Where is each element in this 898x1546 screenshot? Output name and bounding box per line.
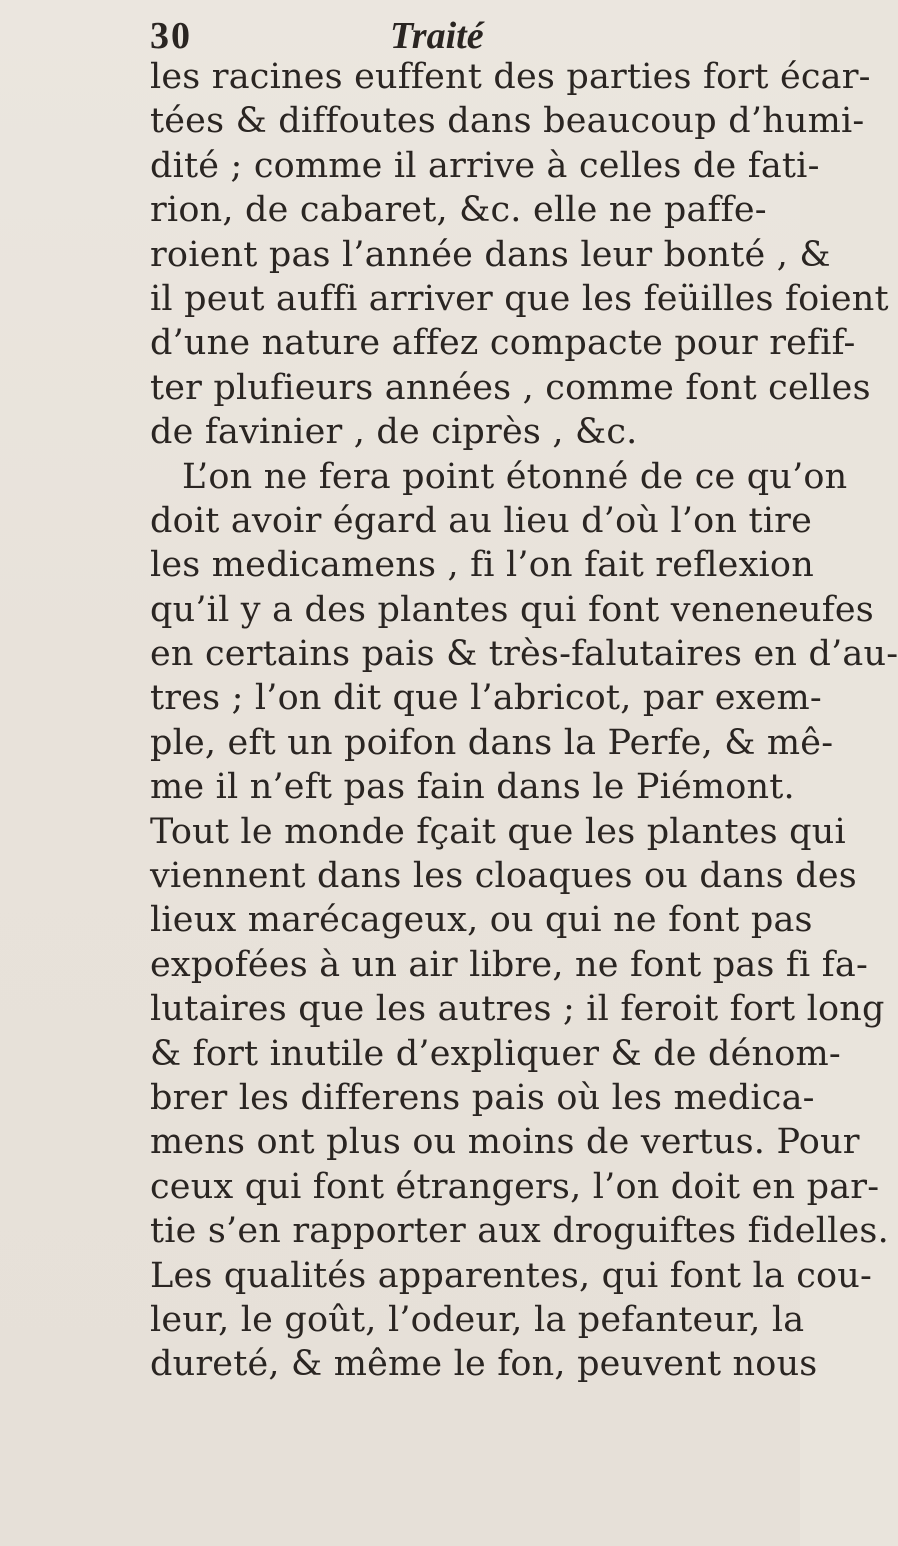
text-line: ceux qui font étrangers, l’on doit en par- <box>150 1166 880 1207</box>
text-line: tie s’en rapporter aux droguiftes fidelles. <box>150 1211 889 1252</box>
text-line: les racines euffent des parties fort écar- <box>150 57 871 97</box>
text-line: rion, de cabaret, &c. elle ne paffe- <box>150 190 767 231</box>
text-line: de favinier , de ciprès , &c. <box>150 412 638 453</box>
text-line: dureté, & même le fon, peuvent nous <box>150 1344 818 1385</box>
text-line: mens ont plus ou moins de vertus. Pour <box>150 1122 860 1163</box>
text-line: lieux marécageux, ou qui ne font pas <box>150 900 813 941</box>
page-number: 30 <box>150 15 192 57</box>
text-line: dité ; comme il arrive à celles de fati- <box>150 145 820 186</box>
page-header <box>150 16 650 56</box>
running-title: Traité <box>390 15 484 57</box>
text-line: il peut auffi arriver que les feüilles foient <box>150 278 889 319</box>
text-line: leur, le goût, l’odeur, la pefanteur, la <box>150 1299 805 1340</box>
text-line: me il n’eft pas fain dans le Piémont. <box>150 767 795 808</box>
body-text <box>150 55 898 1387</box>
text-line: roient pas l’année dans leur bonté , & <box>150 234 831 275</box>
paragraph-start-line: L’on ne fera point étonné de ce qu’on <box>182 456 848 497</box>
text-line: brer les differens pais où les medica- <box>150 1077 815 1118</box>
text-line: en certains pais & très-falutaires en d’au- <box>150 634 898 675</box>
text-line: les medicamens , fi l’on fait reflexion <box>150 545 814 586</box>
text-line: ter plufieurs années , comme font celles <box>150 367 871 408</box>
text-line: expofées à un air libre, ne font pas fi fa- <box>150 944 869 985</box>
text-line: tées & diffoutes dans beaucoup d’humi- <box>150 101 865 142</box>
text-line: doit avoir égard au lieu d’où l’on tire <box>150 500 812 541</box>
text-line: qu’il y a des plantes qui font veneneufes <box>150 589 874 630</box>
text-line: Tout le monde fçait que les plantes qui <box>150 811 846 852</box>
text-line: ple, eft un poifon dans la Perfe, & mê- <box>150 722 834 763</box>
text-line: tres ; l’on dit que l’abricot, par exem- <box>150 678 822 719</box>
text-line: viennent dans les cloaques ou dans des <box>150 856 857 897</box>
text-line: & fort inutile d’expliquer & de dénom- <box>150 1033 841 1074</box>
text-line: d’une nature affez compacte pour refif- <box>150 323 856 364</box>
text-line: lutaires que les autres ; il feroit fort long <box>150 989 885 1030</box>
text-line: Les qualités apparentes, qui font la cou- <box>150 1255 873 1296</box>
